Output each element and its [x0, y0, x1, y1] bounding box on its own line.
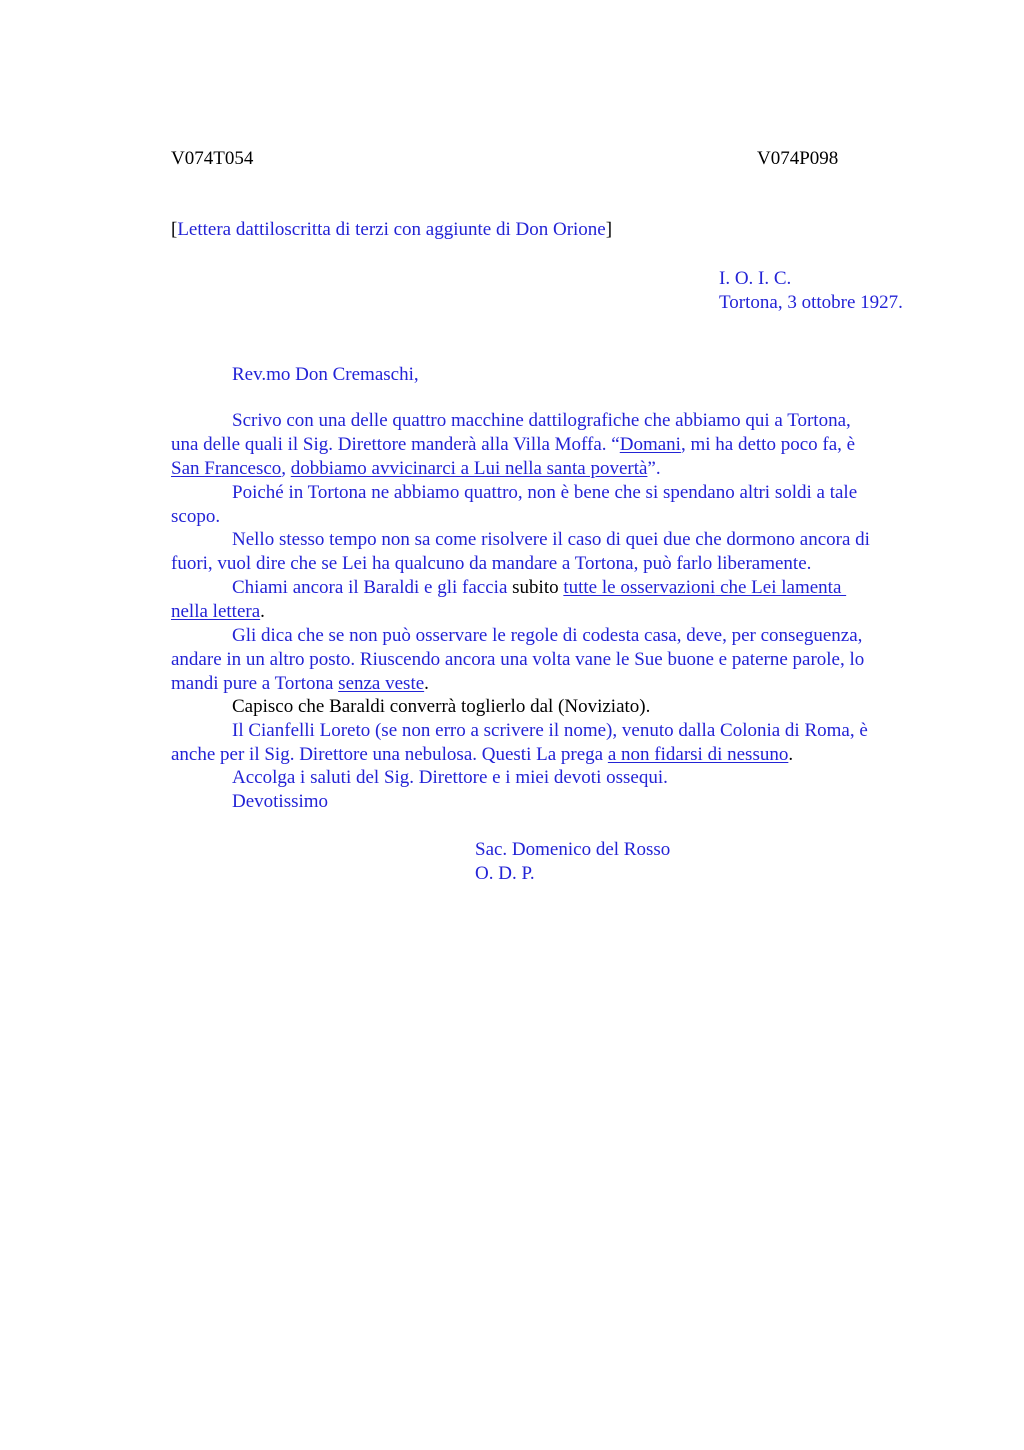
place-date: Tortona, 3 ottobre 1927. — [719, 292, 903, 313]
body-line-4: Poiché in Tortona ne abbiamo quattro, non è bene che si spendano altri soldi a tale — [232, 482, 858, 503]
editorial-note-open-bracket: [ — [171, 219, 178, 240]
body-text: anche per il Sig. Direttore una nebulosa. Questi La prega — [171, 744, 608, 765]
body-line-8 — [232, 576, 846, 600]
editorial-note — [171, 218, 612, 242]
underlined-text: senza veste — [338, 673, 425, 694]
document-code-right: V074P098 — [757, 148, 839, 169]
underlined-text: tutte le osservazioni — [563, 577, 716, 598]
body-text: , mi ha detto poco fa, è — [680, 434, 856, 455]
body-line-7: fuori, vuol dire che se Lei ha qualcuno da mandare a Tortona, può farlo liberamente. — [171, 553, 812, 574]
underlined-text: Domani — [619, 434, 681, 455]
editorial-note-close-bracket: ] — [605, 219, 613, 240]
underlined-text: che Lei lamenta — [715, 577, 847, 598]
document-code-left: V074T054 — [171, 148, 254, 169]
body-line-11: andare in un altro posto. Riuscendo ancora una volta vane le Sue buone e paterne parole, lo — [171, 649, 865, 670]
body-text: . — [424, 673, 429, 694]
body-line-9 — [171, 600, 265, 624]
body-line-10: Gli dica che se non può osservare le regole di codesta casa, deve, per conseguenza, — [232, 625, 863, 646]
body-line-14: Il Cianfelli Loreto (se non erro a scrivere il nome), venuto dalla Colonia di Roma, è — [232, 720, 868, 741]
salutation: Rev.mo Don Cremaschi, — [232, 364, 419, 385]
body-text: . — [788, 744, 794, 765]
body-text: una delle quali il Sig. Direttore manderà alla Villa Moffa. “ — [171, 434, 620, 455]
body-line-3 — [171, 457, 661, 481]
body-line-16: Accolga i saluti del Sig. Direttore e i miei devoti ossequi. — [232, 767, 668, 788]
handwritten-addition: subito — [512, 577, 559, 598]
body-line-5: scopo. — [171, 506, 221, 527]
editorial-note-text: Lettera dattiloscritta di terzi con aggiunte di Don Orione — [177, 219, 606, 240]
body-line-2 — [171, 433, 855, 457]
underlined-text: San Francesco — [171, 458, 282, 479]
body-text: . — [260, 601, 265, 622]
body-line-1: Scrivo con una delle quattro macchine dattilografiche che abbiamo qui a Tortona, — [232, 410, 851, 431]
underlined-text: nella lettera — [171, 601, 261, 622]
signature-name: Sac. Domenico del Rosso — [475, 839, 671, 860]
handwritten-addition-line: Capisco che Baraldi converrà toglierlo dal (Noviziato). — [232, 696, 651, 717]
body-line-15 — [171, 743, 793, 767]
body-line-6: Nello stesso tempo non sa come risolvere il caso di quei due che dormono ancora di — [232, 529, 870, 550]
body-text: ”. — [647, 458, 661, 479]
closing: Devotissimo — [232, 791, 329, 812]
body-text: mandi pure a Tortona — [171, 673, 339, 694]
body-text: , — [281, 458, 291, 479]
motto: I. O. I. C. — [719, 268, 792, 289]
body-text: Chiami ancora il Baraldi e gli faccia — [232, 577, 513, 598]
signature-order: O. D. P. — [475, 863, 535, 884]
underlined-text: dobbiamo avvicinarci a Lui nella santa povertà — [290, 458, 648, 479]
body-line-12 — [171, 672, 429, 696]
underlined-text: a non fidarsi di nessuno — [607, 744, 789, 765]
